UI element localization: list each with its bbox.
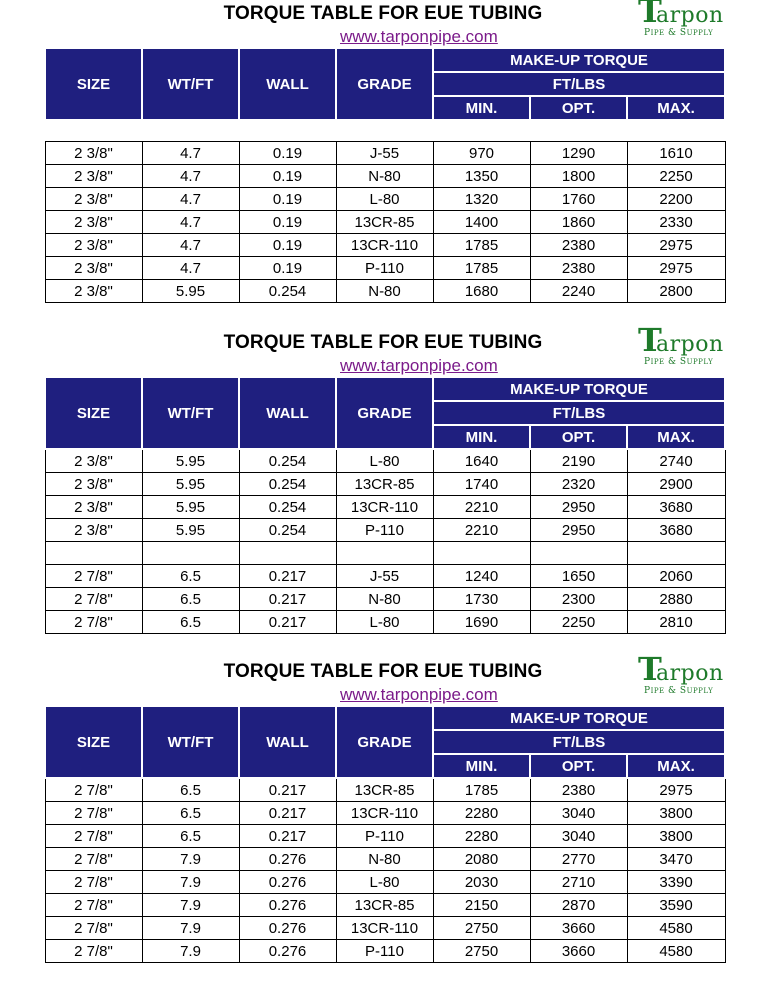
cell-min: 1680 — [433, 280, 530, 303]
col-grade: GRADE — [336, 377, 433, 449]
cell-size: 2 7/8" — [45, 871, 142, 894]
cell-wtft: 4.7 — [142, 165, 239, 188]
cell-opt: 3040 — [530, 825, 627, 848]
cell-size: 2 3/8" — [45, 280, 142, 303]
table-row — [45, 142, 725, 165]
cell-max: 3470 — [627, 848, 725, 871]
cell-max: 3590 — [627, 894, 725, 917]
cell-grade: P-110 — [336, 825, 433, 848]
cell-grade: P-110 — [336, 940, 433, 963]
cell-wall: 0.254 — [239, 280, 336, 303]
cell-size: 2 7/8" — [45, 778, 142, 802]
cell-min: 1730 — [433, 588, 530, 611]
col-wtft: WT/FT — [142, 48, 239, 120]
cell-max: 2740 — [627, 449, 725, 473]
table-header — [45, 48, 725, 120]
cell-wall: 0.276 — [239, 917, 336, 940]
tarpon-logo: T arpon PIPE & SUPPLY — [638, 321, 724, 367]
col-group-makeup-torque: MAKE-UP TORQUE — [433, 48, 725, 72]
cell-opt: 2950 — [530, 519, 627, 542]
cell-grade: L-80 — [336, 449, 433, 473]
table-row — [45, 940, 725, 963]
cell-wtft: 6.5 — [142, 778, 239, 802]
cell-min: 1785 — [433, 778, 530, 802]
col-max: MAX. — [627, 425, 725, 449]
website-link[interactable]: www.tarponpipe.com — [340, 27, 498, 46]
cell-max: 1610 — [627, 142, 725, 165]
cell-size: 2 7/8" — [45, 940, 142, 963]
col-group-makeup-torque: MAKE-UP TORQUE — [433, 377, 725, 401]
table-row — [45, 165, 725, 188]
cell-wtft: 6.5 — [142, 825, 239, 848]
cell-size: 2 3/8" — [45, 142, 142, 165]
cell-grade: 13CR-85 — [336, 778, 433, 802]
cell-max: 4580 — [627, 917, 725, 940]
col-max: MAX. — [627, 754, 725, 778]
tarpon-logo: T arpon PIPE & SUPPLY — [638, 0, 724, 38]
logo-text: arpon — [656, 3, 724, 28]
table-body — [45, 449, 725, 634]
table-row — [45, 871, 725, 894]
cell-opt: 3040 — [530, 802, 627, 825]
table-row — [45, 611, 725, 634]
cell-min: 1785 — [433, 234, 530, 257]
cell-opt: 1760 — [530, 188, 627, 211]
cell-max: 2975 — [627, 234, 725, 257]
cell-max: 4580 — [627, 940, 725, 963]
cell-max: 2880 — [627, 588, 725, 611]
cell-size: 2 7/8" — [45, 565, 142, 588]
cell-size: 2 7/8" — [45, 588, 142, 611]
tarpon-logo: T arpon PIPE & SUPPLY — [638, 650, 724, 696]
cell-wall: 0.19 — [239, 257, 336, 280]
cell-opt: 1800 — [530, 165, 627, 188]
page-title: TORQUE TABLE FOR EUE TUBING — [223, 661, 543, 682]
col-wtft: WT/FT — [142, 706, 239, 778]
cell-min: 2280 — [433, 802, 530, 825]
cell-wtft: 6.5 — [142, 802, 239, 825]
cell-grade: L-80 — [336, 188, 433, 211]
cell-size: 2 7/8" — [45, 802, 142, 825]
table-header — [45, 706, 725, 778]
cell-opt: 3660 — [530, 940, 627, 963]
cell-wall: 0.19 — [239, 211, 336, 234]
cell-wall: 0.276 — [239, 848, 336, 871]
cell-max: 2060 — [627, 565, 725, 588]
cell-max — [627, 542, 725, 565]
col-unit: FT/LBS — [433, 730, 725, 754]
cell-opt: 2300 — [530, 588, 627, 611]
cell-wall: 0.217 — [239, 778, 336, 802]
cell-wtft: 5.95 — [142, 496, 239, 519]
page-title: TORQUE TABLE FOR EUE TUBING — [223, 3, 543, 24]
cell-opt: 2770 — [530, 848, 627, 871]
table-row — [45, 588, 725, 611]
cell-size: 2 7/8" — [45, 848, 142, 871]
cell-wall: 0.276 — [239, 894, 336, 917]
table-row — [45, 778, 725, 802]
cell-wtft: 6.5 — [142, 588, 239, 611]
cell-wall: 0.254 — [239, 496, 336, 519]
table-body — [45, 778, 725, 963]
cell-grade: N-80 — [336, 280, 433, 303]
table-row — [45, 825, 725, 848]
cell-min: 2210 — [433, 519, 530, 542]
spacer-row — [45, 120, 725, 142]
cell-size: 2 3/8" — [45, 188, 142, 211]
cell-wall: 0.19 — [239, 142, 336, 165]
table-row — [45, 211, 725, 234]
cell-wtft: 4.7 — [142, 211, 239, 234]
cell-min: 2750 — [433, 917, 530, 940]
cell-wtft: 5.95 — [142, 449, 239, 473]
cell-grade: L-80 — [336, 871, 433, 894]
cell-size: 2 3/8" — [45, 496, 142, 519]
table-header — [45, 377, 725, 449]
cell-wall: 0.276 — [239, 940, 336, 963]
cell-min: 2080 — [433, 848, 530, 871]
cell-min: 2030 — [433, 871, 530, 894]
torque-table-2 — [44, 376, 726, 634]
cell-wall: 0.217 — [239, 565, 336, 588]
cell-min: 1240 — [433, 565, 530, 588]
cell-grade: 13CR-85 — [336, 894, 433, 917]
col-max: MAX. — [627, 96, 725, 120]
cell-wtft: 6.5 — [142, 611, 239, 634]
cell-grade: N-80 — [336, 848, 433, 871]
cell-grade — [336, 542, 433, 565]
cell-min: 1740 — [433, 473, 530, 496]
cell-max: 2900 — [627, 473, 725, 496]
cell-max: 2800 — [627, 280, 725, 303]
cell-grade: 13CR-110 — [336, 802, 433, 825]
col-min: MIN. — [433, 96, 530, 120]
col-grade: GRADE — [336, 706, 433, 778]
cell-min: 1320 — [433, 188, 530, 211]
page-title: TORQUE TABLE FOR EUE TUBING — [223, 332, 543, 353]
cell-grade: 13CR-110 — [336, 234, 433, 257]
cell-wall: 0.254 — [239, 519, 336, 542]
cell-grade: N-80 — [336, 165, 433, 188]
col-grade: GRADE — [336, 48, 433, 120]
cell-max: 2975 — [627, 257, 725, 280]
table-row — [45, 257, 725, 280]
cell-wall: 0.276 — [239, 871, 336, 894]
cell-min — [433, 542, 530, 565]
empty-row — [45, 542, 725, 565]
col-wall: WALL — [239, 377, 336, 449]
cell-wtft: 5.95 — [142, 280, 239, 303]
cell-size: 2 3/8" — [45, 473, 142, 496]
cell-wall: 0.254 — [239, 473, 336, 496]
col-unit: FT/LBS — [433, 401, 725, 425]
col-size: SIZE — [45, 48, 142, 120]
table-row — [45, 848, 725, 871]
cell-opt: 2380 — [530, 778, 627, 802]
col-opt: OPT. — [530, 754, 627, 778]
col-wall: WALL — [239, 48, 336, 120]
col-unit: FT/LBS — [433, 72, 725, 96]
table-row — [45, 802, 725, 825]
cell-wtft: 4.7 — [142, 188, 239, 211]
cell-wall: 0.254 — [239, 449, 336, 473]
cell-wtft: 7.9 — [142, 894, 239, 917]
cell-max: 2200 — [627, 188, 725, 211]
cell-wall: 0.217 — [239, 825, 336, 848]
cell-wtft: 6.5 — [142, 565, 239, 588]
table-row — [45, 496, 725, 519]
cell-grade: P-110 — [336, 257, 433, 280]
table-row — [45, 280, 725, 303]
cell-max: 3680 — [627, 519, 725, 542]
cell-size: 2 7/8" — [45, 825, 142, 848]
col-opt: OPT. — [530, 96, 627, 120]
cell-grade: 13CR-85 — [336, 211, 433, 234]
cell-min: 1350 — [433, 165, 530, 188]
cell-grade: P-110 — [336, 519, 433, 542]
cell-wtft: 4.7 — [142, 234, 239, 257]
cell-opt: 3660 — [530, 917, 627, 940]
cell-max: 2975 — [627, 778, 725, 802]
col-wall: WALL — [239, 706, 336, 778]
cell-min: 1690 — [433, 611, 530, 634]
logo-tagline: PIPE & SUPPLY — [644, 28, 714, 38]
cell-wtft: 5.95 — [142, 473, 239, 496]
cell-wall: 0.19 — [239, 234, 336, 257]
cell-min: 2750 — [433, 940, 530, 963]
website-link[interactable]: www.tarponpipe.com — [340, 356, 498, 375]
col-size: SIZE — [45, 706, 142, 778]
cell-wall: 0.19 — [239, 188, 336, 211]
cell-max: 3390 — [627, 871, 725, 894]
cell-size: 2 3/8" — [45, 449, 142, 473]
col-size: SIZE — [45, 377, 142, 449]
cell-wtft: 4.7 — [142, 257, 239, 280]
cell-min: 1400 — [433, 211, 530, 234]
cell-size: 2 3/8" — [45, 234, 142, 257]
cell-wall: 0.217 — [239, 611, 336, 634]
cell-opt: 2870 — [530, 894, 627, 917]
cell-opt — [530, 542, 627, 565]
cell-min: 2150 — [433, 894, 530, 917]
cell-opt: 2190 — [530, 449, 627, 473]
table-row — [45, 449, 725, 473]
table-row — [45, 188, 725, 211]
col-min: MIN. — [433, 425, 530, 449]
cell-min: 1640 — [433, 449, 530, 473]
cell-opt: 1650 — [530, 565, 627, 588]
cell-wall: 0.19 — [239, 165, 336, 188]
table-row — [45, 234, 725, 257]
col-wtft: WT/FT — [142, 377, 239, 449]
table-body — [45, 120, 725, 303]
website-link[interactable]: www.tarponpipe.com — [340, 685, 498, 704]
cell-size: 2 3/8" — [45, 165, 142, 188]
cell-opt: 2240 — [530, 280, 627, 303]
cell-min: 1785 — [433, 257, 530, 280]
cell-wtft — [142, 542, 239, 565]
cell-max: 2250 — [627, 165, 725, 188]
cell-opt: 2250 — [530, 611, 627, 634]
cell-min: 970 — [433, 142, 530, 165]
cell-grade: 13CR-85 — [336, 473, 433, 496]
cell-wall — [239, 542, 336, 565]
cell-size: 2 7/8" — [45, 917, 142, 940]
cell-wall: 0.217 — [239, 588, 336, 611]
cell-wall: 0.217 — [239, 802, 336, 825]
cell-grade: L-80 — [336, 611, 433, 634]
table-row — [45, 473, 725, 496]
cell-size: 2 3/8" — [45, 211, 142, 234]
col-min: MIN. — [433, 754, 530, 778]
col-group-makeup-torque: MAKE-UP TORQUE — [433, 706, 725, 730]
col-opt: OPT. — [530, 425, 627, 449]
cell-wtft: 5.95 — [142, 519, 239, 542]
cell-grade: J-55 — [336, 142, 433, 165]
table-row — [45, 565, 725, 588]
cell-size: 2 7/8" — [45, 894, 142, 917]
cell-opt: 2950 — [530, 496, 627, 519]
table-row — [45, 894, 725, 917]
table-row — [45, 519, 725, 542]
cell-size: 2 3/8" — [45, 519, 142, 542]
cell-opt: 1290 — [530, 142, 627, 165]
cell-grade: 13CR-110 — [336, 496, 433, 519]
torque-table-3 — [44, 705, 726, 963]
cell-wtft: 7.9 — [142, 871, 239, 894]
cell-max: 2330 — [627, 211, 725, 234]
cell-max: 3680 — [627, 496, 725, 519]
cell-opt: 1860 — [530, 211, 627, 234]
cell-size: 2 3/8" — [45, 257, 142, 280]
cell-wtft: 4.7 — [142, 142, 239, 165]
cell-wtft: 7.9 — [142, 940, 239, 963]
torque-table-1 — [44, 47, 726, 303]
table-row — [45, 917, 725, 940]
cell-opt: 2380 — [530, 234, 627, 257]
cell-grade: N-80 — [336, 588, 433, 611]
cell-min: 2280 — [433, 825, 530, 848]
cell-max: 3800 — [627, 802, 725, 825]
cell-opt: 2320 — [530, 473, 627, 496]
cell-wtft: 7.9 — [142, 848, 239, 871]
cell-min: 2210 — [433, 496, 530, 519]
cell-opt: 2710 — [530, 871, 627, 894]
cell-opt: 2380 — [530, 257, 627, 280]
cell-max: 2810 — [627, 611, 725, 634]
cell-max: 3800 — [627, 825, 725, 848]
cell-wtft: 7.9 — [142, 917, 239, 940]
cell-grade: 13CR-110 — [336, 917, 433, 940]
cell-grade: J-55 — [336, 565, 433, 588]
cell-size — [45, 542, 142, 565]
cell-size: 2 7/8" — [45, 611, 142, 634]
